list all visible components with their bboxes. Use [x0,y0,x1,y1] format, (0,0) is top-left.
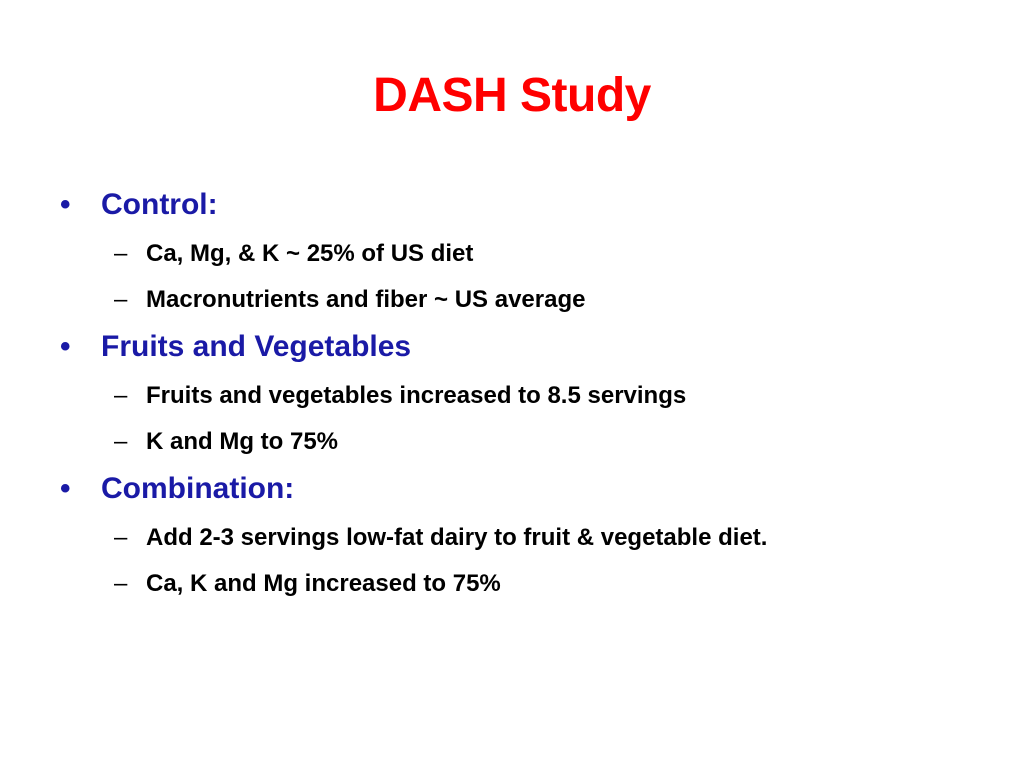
section-heading: Fruits and Vegetables [101,330,412,363]
sub-bullet-text: Fruits and vegetables increased to 8.5 servings [146,382,687,409]
sub-bullet-item [58,278,988,324]
sub-bullet-item [58,562,988,608]
sub-bullet-text: Macronutrients and fiber ~ US average [146,286,586,313]
bullet-item [58,466,988,516]
section-heading: Control: [101,188,218,221]
bullet-list [58,182,988,608]
slide-title: DASH Study [373,69,651,122]
dash-icon: – [114,428,128,455]
sub-bullet-item [58,516,988,562]
bullet-icon: • [60,188,71,221]
dash-icon: – [114,524,128,551]
section-fruits-vegetables [58,324,988,466]
bullet-icon: • [60,330,71,363]
bullet-icon: • [60,472,71,505]
dash-icon: – [114,570,128,597]
section-heading: Combination: [101,472,295,505]
sub-bullet-item [58,374,988,420]
section-combination [58,466,988,608]
sub-bullet-text: Ca, K and Mg increased to 75% [146,570,501,597]
dash-icon: – [114,286,128,313]
sub-bullet-item [58,232,988,278]
sub-bullet-text: Ca, Mg, & K ~ 25% of US diet [146,240,474,267]
bullet-item [58,182,988,232]
sub-bullet-item [58,420,988,466]
sub-bullet-text: K and Mg to 75% [146,428,339,455]
dash-icon: – [114,240,128,267]
bullet-item [58,324,988,374]
dash-icon: – [114,382,128,409]
sub-bullet-text: Add 2-3 servings low-fat dairy to fruit & vegetable diet. [146,524,768,551]
section-control [58,182,988,324]
